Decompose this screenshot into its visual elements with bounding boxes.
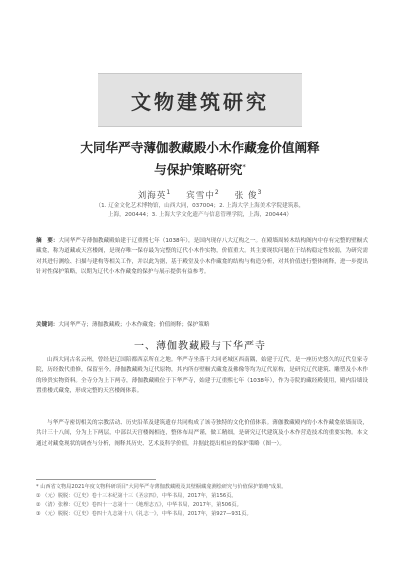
author-2-affiliation: 2 <box>214 189 220 197</box>
footnote-divider <box>36 479 156 480</box>
abstract-text: 大同华严寺薄伽教藏殿始建于辽重熙七年（1038年），是国内现存八大辽构之一。在殿墙周转木结构阁内中存有完整的壁橱式藏龛，称为道藏或天宫楼阁，是现存唯一保存最为完整的辽代小木作实物，价值重大。其主要现状问题在于结构稳定性较弱，为研究需对其进行测绘、扫描与建构等相关工作，并以此为据，基于殿堂及小木作藏龛的结构与构造分析，对其价值进行整体阐释，进一步提出针对性保护策略，以期为辽代小木作藏龛的保护与展示提供有益参考。 <box>36 238 368 276</box>
affiliation-line: （1. 辽金文化艺术博物馆，山西大同，037004；2. 上海大学上海美术学院建筑系， <box>95 203 305 209</box>
body-paragraph: 山西大同古名云州，曾经是辽国陪都西京所在之地。华严寺坐落于大同老城区西南隅，始建于辽代，是一座历史悠久的辽代皇家寺院，历经数代重修，保留至今。薄伽教藏殿为辽代原物，其内所存壁橱式藏龛及佛像等均为辽代原构，是研究辽代建筑、雕塑及小木作的珍贵实物资料。全寺分为上下两寺，薄伽教藏殿位于下华严寺，始建于辽重熙七年（1038年），作为寺院的藏经殿使用，殿内沿墙设置重楼式藏龛，形成完整的天宫楼阁体系。 <box>36 357 368 395</box>
affiliation-line: 上海，200444；3. 上海大学文化遗产与信息管理学院，上海，200444） <box>107 212 293 218</box>
journal-section-title: 文物建筑研究 <box>131 89 269 114</box>
article-title-line-2-text: 与保护策略研究 <box>154 162 243 178</box>
footnote: * 山西省文物局2021年度文物科研项目"大同华严寺薄伽教藏殿及其壁橱藏龛测绘研究与价值保护策略"成果。 <box>36 484 287 490</box>
footnote: ② （清）张穆：《辽史》卷四十一志第十一《地理志五》，中华书局，2017年，第506页。 <box>36 502 242 508</box>
body-paragraph: 与华严寺密切相关的宗教活动、历史沿革及建筑遗存共同构成了该寺独特的文化价值体系。薄伽教藏殿内的小木作藏龛依墙而设，共计三十八间，分为上下两层，中部以天宫楼阁相连，整体布局严谨，做工精细，是研究辽代建筑及小木作营造技术的重要实物。本文通过对藏龛现状的调查与分析，阐释其历史、艺术及科学价值，并据此提出相应的保护策略（图一）。 <box>36 420 368 447</box>
author-3-affiliation: 3 <box>257 189 263 197</box>
abstract <box>36 236 368 278</box>
footnote: ③ （元）脱脱：《辽史》卷四十九志第十八《礼志一》，中华书局，2017年，第927—931页。 <box>36 511 252 517</box>
title-footnote-mark: * <box>242 163 246 171</box>
abstract-label: 摘 要： <box>36 238 59 244</box>
keywords-label: 关键词： <box>36 322 59 328</box>
keywords <box>36 320 368 330</box>
keywords-text: 大同华严寺；薄伽教藏殿；小木作藏龛；价值阐释；保护策略 <box>58 322 210 328</box>
article-title-line-1: 大同华严寺薄伽教藏殿小木作藏龛价值阐释 <box>80 140 320 155</box>
author-2: 宾雪中 <box>186 191 215 201</box>
author-list <box>40 189 360 201</box>
article-title-line-2 <box>28 157 372 180</box>
footnote: ① （元）脱脱：《辽史》卷十三本纪第十三《圣宗四》，中华书局，2017年，第156页。 <box>36 493 237 499</box>
author-1-affiliation: 1 <box>166 189 172 197</box>
journal-section-banner <box>98 73 302 127</box>
author-3: 张 俊 <box>234 191 258 201</box>
section-heading: 一、薄伽教藏殿与下华严寺 <box>134 341 266 352</box>
author-1: 刘海英 <box>137 191 167 201</box>
